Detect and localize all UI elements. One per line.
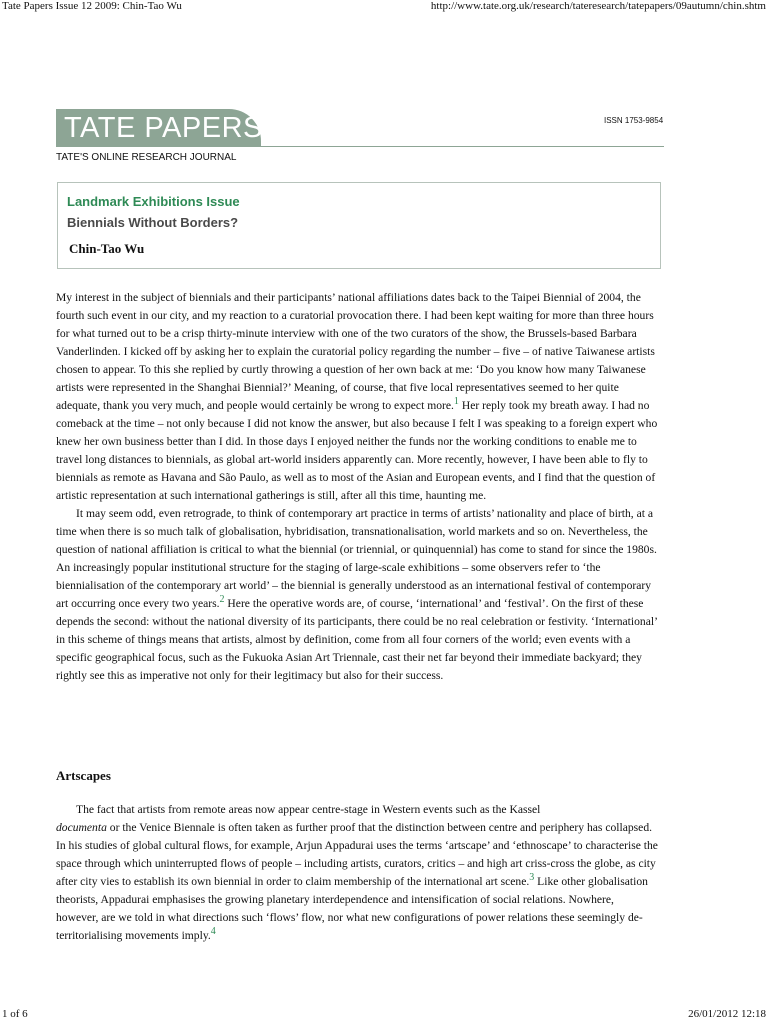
footnote-link-2[interactable]: 2 (219, 594, 225, 606)
print-footer-timestamp: 26/01/2012 12:18 (688, 1008, 766, 1020)
article-header-box (57, 182, 661, 269)
journal-tagline: TATE'S ONLINE RESEARCH JOURNAL (56, 152, 237, 163)
print-footer-page: 1 of 6 (2, 1008, 28, 1020)
masthead-rule (56, 146, 664, 147)
print-header-title: Tate Papers Issue 12 2009: Chin-Tao Wu (2, 0, 182, 12)
footnote-link-4[interactable]: 4 (210, 926, 216, 938)
paragraph-1: My interest in the subject of biennials and their participants’ national affiliations dates back to the Taipei Biennial of 2004, the fourth such event in our city, and my reaction to a curatorial provocation there. I had been kept waiting for more than three hours for what turned out to be a crisp thirty-minute interview with one of the two curators of the show, the Brussels-based Barbara Vanderlinden. I kicked off by asking her to explain the curatorial policy regarding the number – five – of native Taiwanese artists chosen to appear. To this she replied by curtly throwing a question of her own back at me: ‘Do you know how many Taiwanese artists were represented in the Shanghai Biennial?’ Meaning, of course, that five local representatives seemed to her quite adequate, thank you very much, and people would certainly be wrong to expect more.1 Her reply took my breath away. I had no comeback at the time – not only because I did not know the answer, but also because I felt I was speaking to a foreign expert who knew her own business better than I did. In those days I enjoyed neither the funds nor the working conditions to enable me to travel long distances to biennials, as global art-world insiders apparently can. More recently, however, I have been able to fly to biennials as remote as Havana and São Paulo, as well as to most of the Asian and European events, and I find that the question of artistic representation at such international gatherings is still, after all this time, haunting me. (56, 291, 658, 502)
article-body-section-2 (56, 801, 659, 945)
print-header-url[interactable]: http://www.tate.org.uk/research/tateresearch/tatepapers/09autumn/chin.shtm (430, 0, 766, 12)
article-body (56, 289, 659, 685)
footnote-link-3[interactable]: 3 (529, 872, 535, 884)
issue-title: Landmark Exhibitions Issue (67, 194, 240, 209)
section-heading-artscapes: Artscapes (56, 768, 111, 783)
issn-label: ISSN 1753-9854 (604, 116, 664, 125)
logo-text: TATE PAPERS (64, 112, 263, 144)
tate-papers-logo[interactable] (56, 109, 261, 146)
paragraph-3: The fact that artists from remote areas now appear centre-stage in Western events such as the Kassel documenta or the Venice Biennale is often taken as further proof that the distinction between centre and periphery has collapsed. In his studies of global cultural flows, for example, Arjun Appadurai uses the terms ‘artscape’ and ‘ethnoscape’ to characterise the space through which uninterrupted flows of people – including artists, curators, critics – and high art criss-cross the globe, as city after city vies to establish its own biennial in order to claim membership of the international art scene.3 Like other globalisation theorists, Appadurai emphasises the growing planetary interdependence and intensification of social relations. Nowhere, however, are we told in what directions such ‘flows’ flow, nor what new configurations of power relations these seemingly de-territorialising movements imply.4 (56, 803, 658, 942)
article-author: Chin-Tao Wu (69, 241, 145, 256)
article-title: Biennials Without Borders? (67, 215, 239, 230)
paragraph-2: It may seem odd, even retrograde, to think of contemporary art practice in terms of artists’ nationality and place of birth, at a time when there is so much talk of globalisation, hybridisation, transnationalisation, world markets and so on. Nevertheless, the question of national affiliation is critical to what the biennial (or triennial, or quinquennial) has come to stand for since the 1980s. An increasingly popular institutional structure for the staging of large-scale exhibitions – some observers refer to ‘the biennialisation of the contemporary art world’ – the biennial is generally understood as an international festival of contemporary art occurring once every two years.2 Here the operative words are, of course, ‘international’ and ‘festival’. On the first of these depends the second: without the national diversity of its participants, there could be no real celebration or festivity. ‘International’ in this scheme of things means that artists, almost by definition, come from all four corners of the world; even events with a specific geographical focus, such as the Fukuoka Asian Art Triennale, cast their net far beyond their immediate backyard; they rightly see this as imperative not only for their legitimacy but also for their success. (56, 507, 658, 682)
footnote-link-1[interactable]: 1 (453, 396, 459, 408)
